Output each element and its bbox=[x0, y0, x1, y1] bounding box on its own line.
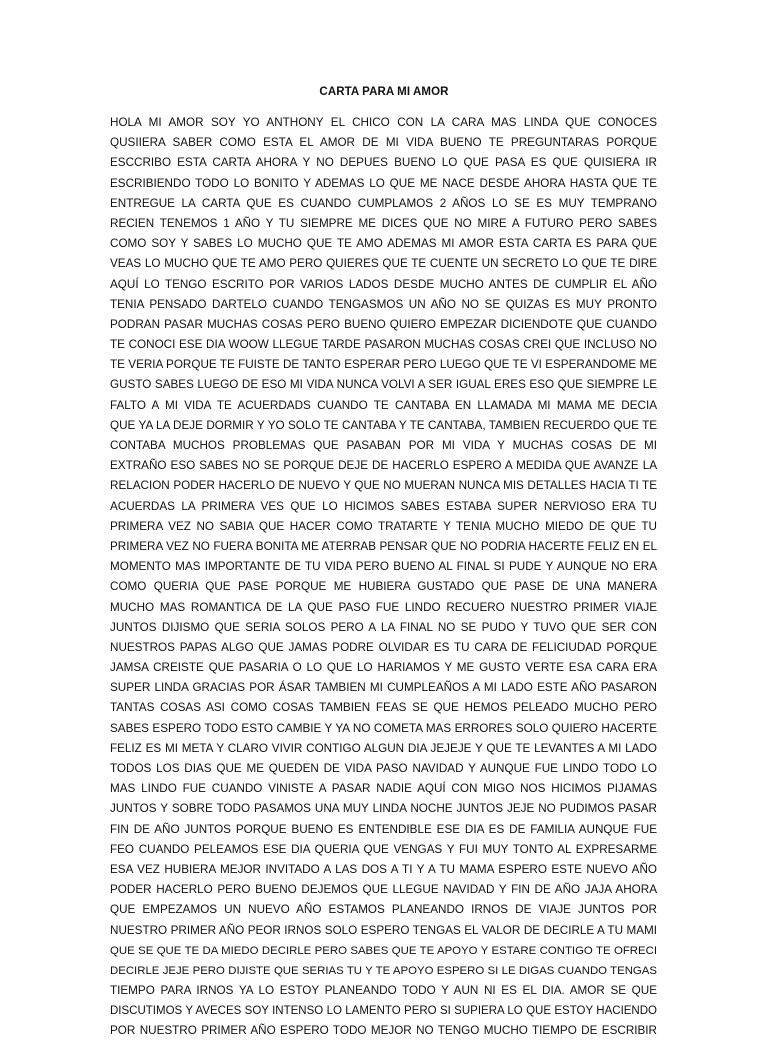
letter-line: NUESTROS PAPAS ALGO QUE JAMAS PODRE OLVIDAR ES TU CARA DE FELICIUDAD PORQUE bbox=[110, 640, 657, 654]
letter-line: GUSTO SABES LUEGO DE ESO MI VIDA NUNCA VOLVI A SER IGUAL ERES ESO QUE SIEMPRE LE bbox=[110, 378, 657, 392]
letter-line: JUNTOS DIJISMO QUE SERIA SOLOS PERO A LA FINAL NO SE PUDO Y TUVO QUE SER CON bbox=[110, 620, 657, 634]
letter-line: TE CONOCI ESE DIA WOOW LLEGUE TARDE PASARON MUCHAS COSAS CREI QUE INCLUSO NO bbox=[110, 338, 657, 352]
letter-line: ESCCRIBO ESTA CARTA AHORA Y NO DEPUES BUENO LO QUE PASA ES QUE QUISIERA IR bbox=[110, 156, 657, 170]
letter-line: NUESTRO PRIMER AÑO PEOR IRNOS SOLO ESPERO TENGAS EL VALOR DE DECIRLE A TU MAMI bbox=[110, 923, 657, 937]
letter-line: QUE YA LA DEJE DORMIR Y YO SOLO TE CANTABA Y TE CANTABA, TAMBIEN RECUERDO QUE TE bbox=[110, 418, 657, 432]
letter-line: MUCHO MAS ROMANTICA DE LA QUE PASO FUE LINDO RECUERO NUESTRO PRIMER VIAJE bbox=[110, 600, 657, 614]
letter-line: RECIEN TENEMOS 1 AÑO Y TU SIEMPRE ME DICES QUE NO MIRE A FUTURO PERO SABES bbox=[110, 216, 657, 230]
letter-line: ESCRIBIENDO TODO LO BONITO Y ADEMAS LO QUE ME NACE DESDE AHORA HASTA QUE TE bbox=[110, 176, 657, 190]
letter-line: QUSIIERA SABER COMO ESTA EL AMOR DE MI VIDA BUENO TE PREGUNTARAS PORQUE bbox=[110, 136, 657, 150]
letter-line: ESA VEZ HUBIERA MEJOR INVITADO A LAS DOS A TI Y A TU MAMA ESPERO ESTE NUEVO AÑO bbox=[110, 862, 657, 876]
letter-line: QUE EMPEZAMOS UN NUEVO AÑO ESTAMOS PLANEANDO IRNOS DE VIAJE JUNTOS POR bbox=[110, 903, 657, 917]
letter-line: FELIZ ES MI META Y CLARO VIVIR CONTIGO ALGUN DIA JEJEJE Y QUE TE LEVANTES A MI LADO bbox=[110, 741, 657, 755]
letter-line: COMO QUERIA QUE PASE PORQUE ME HUBIERA GUSTADO QUE PASE DE UNA MANERA bbox=[110, 580, 657, 594]
letter-line: ACUERDAS LA PRIMERA VES QUE LO HICIMOS SABES ESTABA SUPER NERVIOSO ERA TU bbox=[110, 499, 657, 513]
letter-line: SABES ESPERO TODO ESTO CAMBIE Y YA NO COMETA MAS ERRORES SOLO QUIERO HACERTE bbox=[110, 721, 657, 735]
letter-line: COMO SOY Y SABES LO MUCHO QUE TE AMO ADEMAS MI AMOR ESTA CARTA ES PARA QUE bbox=[110, 237, 657, 251]
letter-line: HOLA MI AMOR SOY YO ANTHONY EL CHICO CON LA CARA MAS LINDA QUE CONOCES bbox=[110, 116, 657, 129]
letter-line: SUPER LINDA GRACIAS POR ÁSAR TAMBIEN MI CUMPLEAÑOS A MI LADO ESTE AÑO PASARON bbox=[110, 681, 657, 695]
letter-line: DECIRLE JEJE PERO DIJISTE QUE SERIAS TU Y TE APOYO ESPERO SI LE DIGAS CUANDO TENGAS bbox=[110, 964, 657, 977]
letter-line: FALTO A MI VIDA TE ACUERDADS CUANDO TE CANTABA EN LLAMADA MI MAMA ME DECIA bbox=[110, 398, 657, 412]
letter-line: MAS LINDO FUE CUANDO VINISTE A PASAR NADIE AQUÍ CON MIGO NOS HICIMOS PIJAMAS bbox=[110, 782, 657, 796]
letter-line: FIN DE AÑO JUNTOS PORQUE BUENO ES ENTENDIBLE ESE DIA ES DE FAMILIA AUNQUE FUE bbox=[110, 822, 657, 836]
letter-line: ENTREGUE LA CARTA QUE ES CUANDO CUMPLAMOS 2 AÑOS LO SE ES MUY TEMPRANO bbox=[110, 196, 657, 210]
letter-line: RELACION PODER HACERLO DE NUEVO Y QUE NO MUERAN NUNCA MIS DETALLES HACIA TI TE bbox=[110, 479, 657, 493]
letter-line: JUNTOS Y SOBRE TODO PASAMOS UNA MUY LINDA NOCHE JUNTOS JEJE NO PUDIMOS PASAR bbox=[110, 802, 657, 816]
letter-line: EXTRAÑO ESO SABES NO SE PORQUE DEJE DE HACERLO ESPERO A MEDIDA QUE AVANZE LA bbox=[110, 459, 657, 473]
letter-line: TIEMPO PARA IRNOS YA LO ESTOY PLANEANDO TODO Y AUN NI ES EL DIA. AMOR SE QUE bbox=[110, 984, 657, 998]
letter-line: DISCUTIMOS Y AVECES SOY INTENSO LO LAMENTO PERO SI SUPIERA LO QUE ESTOY HACIENDO bbox=[110, 1005, 657, 1018]
letter-line: PODRAN PASAR MUCHAS COSAS PERO BUENO QUIERO EMPEZAR DICIENDOTE QUE CUANDO bbox=[110, 317, 657, 331]
letter-line: FEO CUANDO PELEAMOS ESE DIA QUERIA QUE VENGAS Y FUI MUY TONTO AL EXPRESARME bbox=[110, 842, 657, 856]
letter-line: VEAS LO MUCHO QUE TE AMO PERO QUIERES QUE TE CUENTE UN SECRETO LO QUE TE DIRE bbox=[110, 257, 657, 271]
letter-line: CONTABA MUCHOS PROBLEMAS QUE PASABAN POR MI VIDA Y MUCHAS COSAS DE MI bbox=[110, 439, 657, 452]
letter-line: TE VERIA PORQUE TE FUISTE DE TANTO ESPERAR PERO LUEGO QUE TE VI ESPERANDOME ME bbox=[110, 358, 657, 372]
letter-line: TODOS LOS DIAS QUE ME QUEDEN DE VIDA PASO NAVIDAD Y AUNQUE FUE LINDO TODO LO bbox=[110, 762, 657, 775]
letter-body bbox=[110, 113, 657, 1042]
letter-line: POR NUESTRO PRIMER AÑO ESPERO TODO MEJOR NO TENGO MUCHO TIEMPO DE ESCRIBIR bbox=[110, 1024, 657, 1038]
letter-line: QUE SE QUE TE DA MIEDO DECIRLE PERO SABES QUE TE APOYO Y ESTARE CONTIGO TE OFRECI bbox=[110, 944, 657, 957]
letter-line: PODER HACERLO PERO BUENO DEJEMOS QUE LLEGUE NAVIDAD Y FIN DE AÑO JAJA AHORA bbox=[110, 883, 657, 897]
letter-line: PRIMERA VEZ NO SABIA QUE HACER COMO TRATARTE Y TENIA MUCHO MIEDO DE QUE TU bbox=[110, 519, 657, 533]
letter-line: PRIMERA VEZ NO FUERA BONITA ME ATERRAB PENSAR QUE NO PODRIA HACERTE FELIZ EN EL bbox=[110, 539, 657, 553]
letter-line: TANTAS COSAS ASI COMO COSAS TAMBIEN FEAS SE QUE HEMOS PELEADO MUCHO PERO bbox=[110, 701, 657, 715]
document-title: CARTA PARA MI AMOR bbox=[319, 86, 449, 98]
letter-line: AQUÍ LO TENGO ESCRITO POR VARIOS LADOS DESDE MUCHO ANTES DE CUMPLIR EL AÑO bbox=[110, 277, 657, 291]
letter-line: MOMENTO MAS IMPORTANTE DE TU VIDA PERO BUENO AL FINAL SI PUDE Y AUNQUE NO ERA bbox=[110, 560, 657, 574]
letter-line: TENIA PENSADO DARTELO CUANDO TENGASMOS UN AÑO NO SE QUIZAS ES MUY PRONTO bbox=[110, 297, 657, 311]
letter-line: JAMSA CREISTE QUE PASARIA O LO QUE LO HARIAMOS Y ME GUSTO VERTE ESA CARA ERA bbox=[110, 661, 657, 675]
